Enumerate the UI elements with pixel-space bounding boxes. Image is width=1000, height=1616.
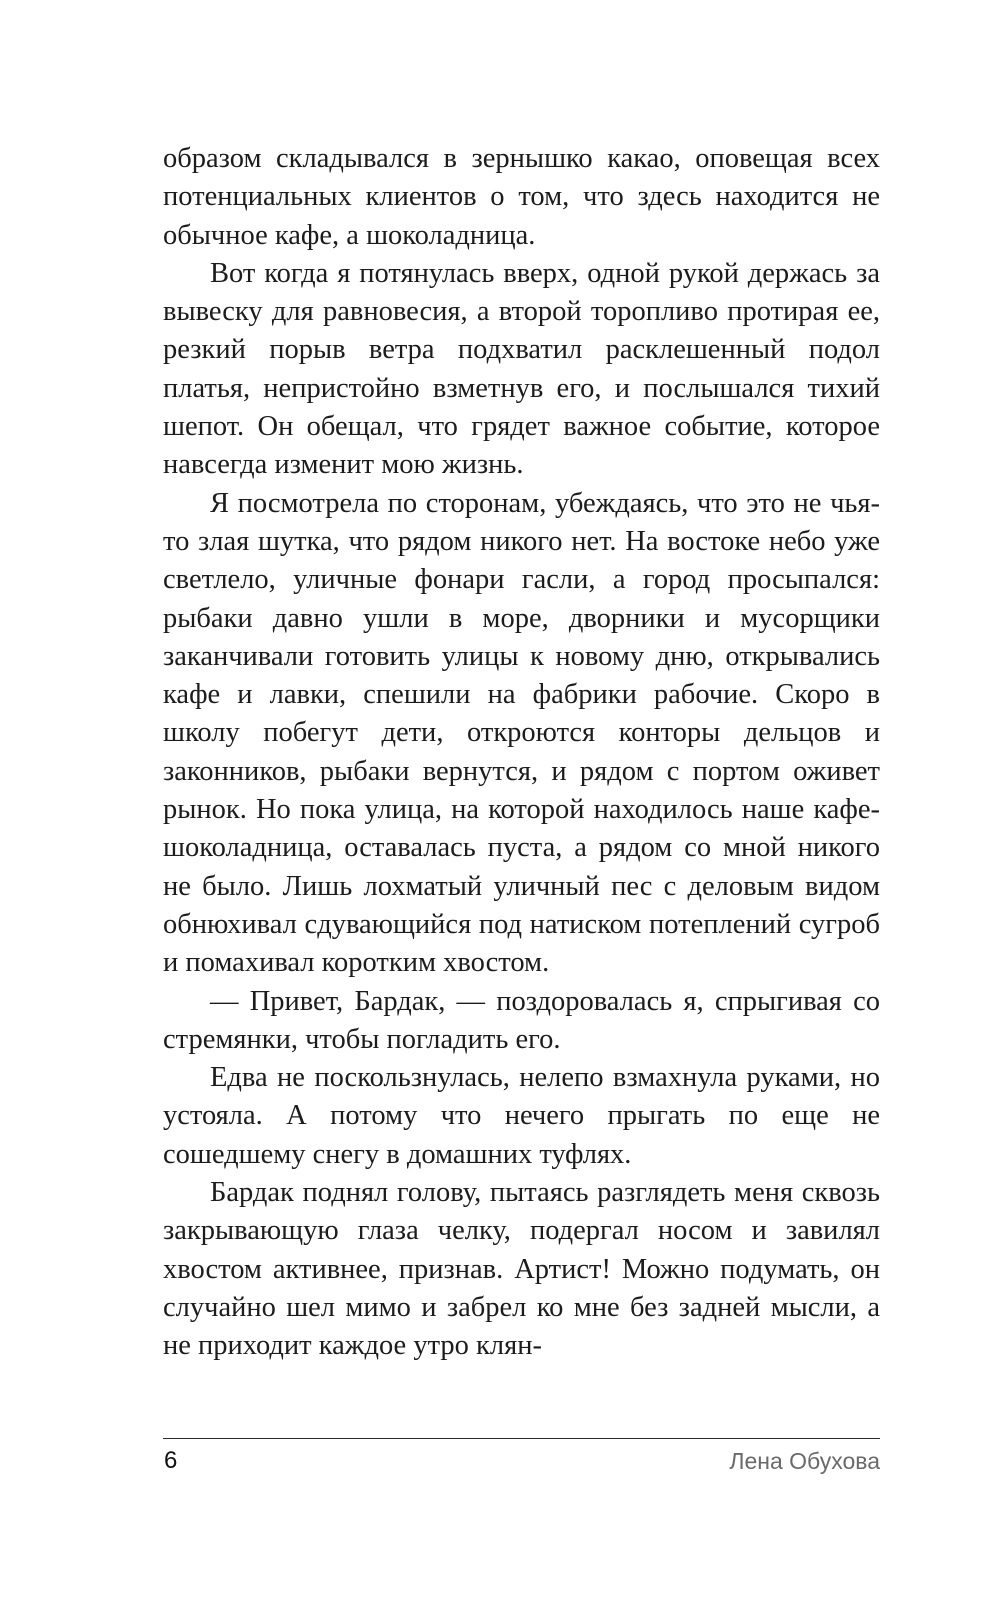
paragraph: Бардак поднял голову, пытаясь разглядеть меня сквозь закрывающую глаза челку, подергал носом и завилял хвостом активнее, признав. Артист! Можно подумать, он случайно шел мимо и забрел ко мне без задней мысли, а не приходит каждое утро клян- [163,1177,880,1362]
paragraph: Едва не поскользнулась, нелепо взмахнула руками, но устояла. А потому что нечего прыгать по еще не сошедшему снегу в домашних туфлях. [163,1062,880,1170]
paragraph: Вот когда я потянулась вверх, одной рукой держась за вывеску для равновесия, а второй торопливо протирая ее, резкий порыв ветра подхватил расклешенный подол платья, непристойно взметнув его, и послышался тихий шепот. Он обещал, что грядет важное событие, которое навсегда изменит мою жизнь. [163,257,880,481]
body-text [163,140,880,1366]
page-number: 6 [164,1447,178,1474]
paragraph: — Привет, Бардак, — поздоровалась я, спрыгивая со стремянки, чтобы погладить его. [163,985,880,1055]
paragraph: образом складывался в зернышко какао, оповещая всех потенциальных клиентов о том, что здесь находится не обычное кафе, а шоколадница. [163,143,880,251]
paragraph: Я посмотрела по сторонам, убеждаясь, что это не чья-то злая шутка, что рядом никого нет. На востоке небо уже светлело, уличные фонари гасли, а город просыпался: рыбаки давно ушли в море, дворники и мусорщики заканчивали готовить улицы к новому дню, открывались кафе и лавки, спешили на фабрики рабочие. Скоро в школу побегут дети, откроются конторы дельцов и законников, рыбаки вернутся, и рядом с портом оживет рынок. Но пока улица, на которой находилось наше кафе-шоколадница, оставалась пуста, а рядом со мной никого не было. Лишь лохматый уличный пес с деловым видом обнюхивал сдувающийся под натиском потеплений сугроб и помахивал коротким хвостом. [163,487,880,979]
footer-divider [163,1438,880,1439]
running-footer-author: Лена Обухова [729,1448,880,1474]
